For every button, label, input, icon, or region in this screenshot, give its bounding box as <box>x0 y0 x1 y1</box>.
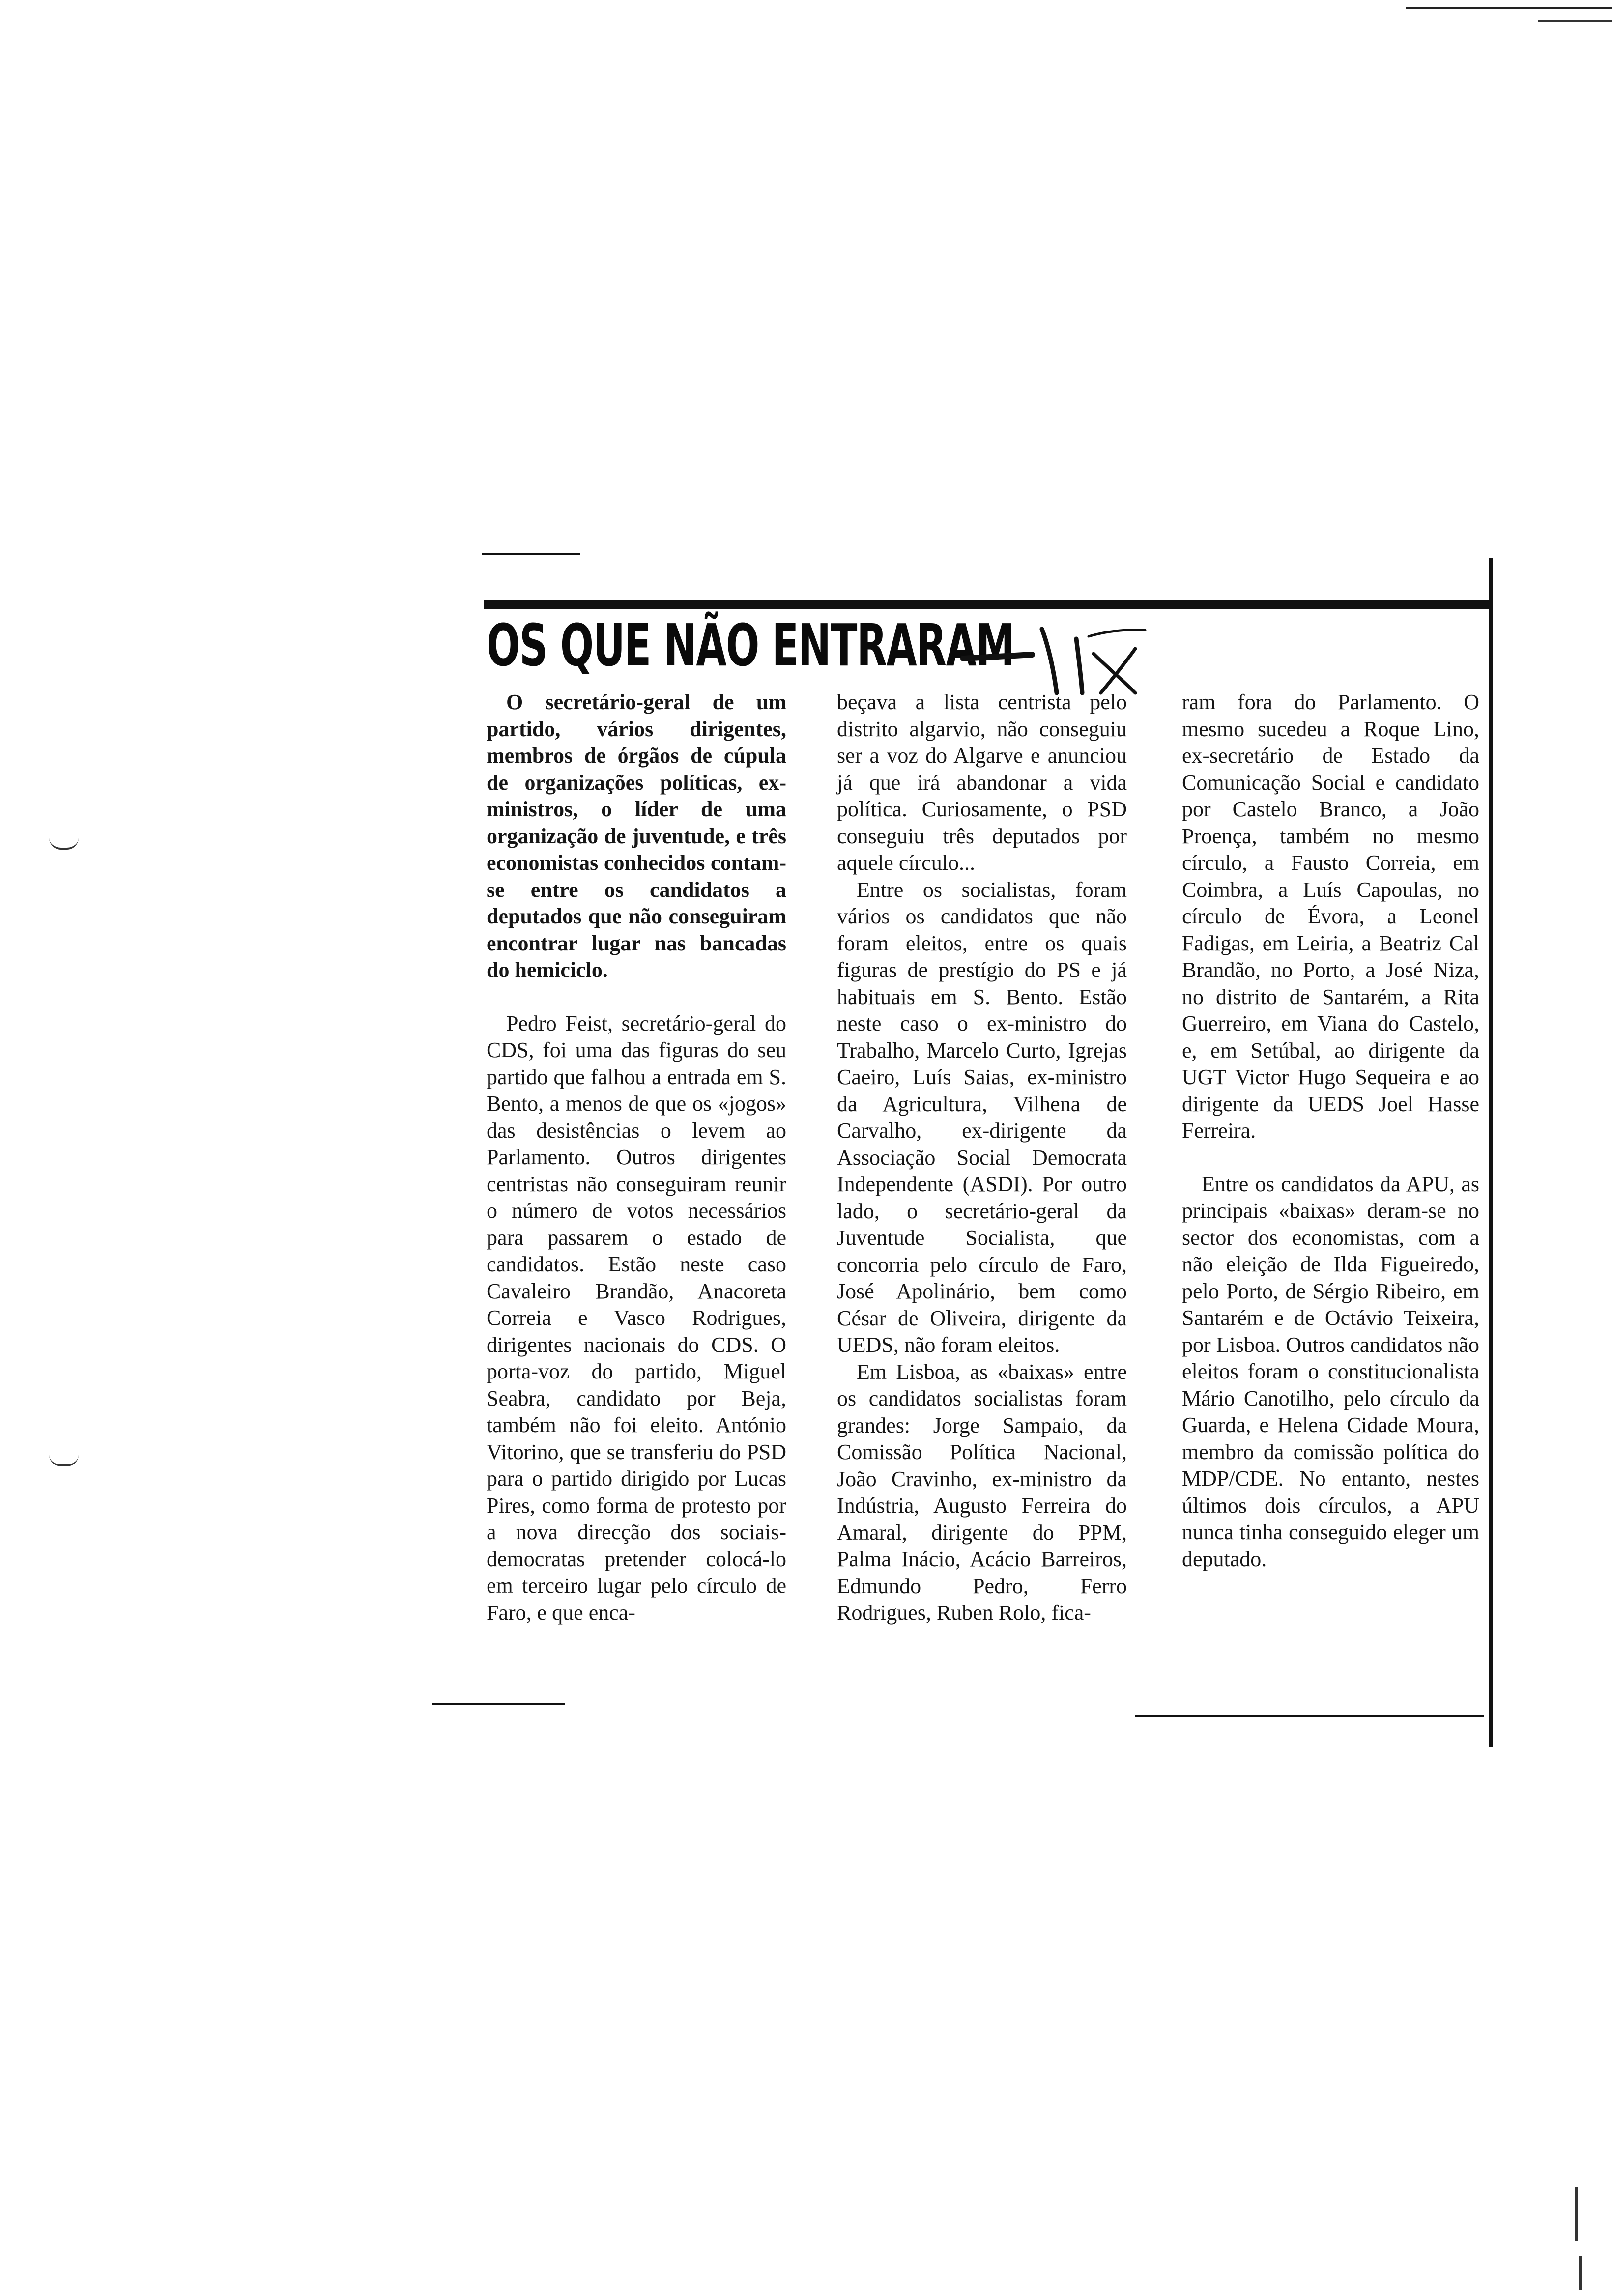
clipping-right-border <box>1489 558 1493 1747</box>
scan-edge-mark <box>1579 2256 1582 2290</box>
top-rule <box>482 553 580 555</box>
scan-edge-mark <box>1575 2187 1578 2241</box>
body-paragraph: Em Lisboa, as «baixas» entre os candidatos socialistas foram grandes: Jorge Sampaio, da Comissão Política Nacional, João Cravinho, ex-ministro da Indústria, Augusto Ferreira do Amaral, dirigente do PPM, Palma Inácio, Acácio Barreiros, Edmundo Pedro, Ferro Rodrigues, Ruben Rolo, fica- <box>837 1359 1127 1625</box>
article-column-1 <box>487 689 786 1626</box>
handwritten-annotation <box>958 619 1165 698</box>
column-end-rule <box>1135 1715 1484 1717</box>
body-paragraph: Entre os candidatos da APU, as principais «baixas» deram-se no sector dos economistas, com a não eleição de Ilda Figueiredo, pelo Porto, de Sérgio Ribeiro, em Santarém e de Octávio Teixeira, por Lisboa. Outros candidatos não eleitos foram o constitucionalista Mário Canotilho, pelo círculo da Guarda, e Helena Cidade Moura, membro da comissão política do MDP/CDE. No entanto, nestes últimos dois círculos, a APU nunca tinha conseguido eleger um deputado. <box>1182 1172 1479 1571</box>
scan-artifact-line <box>1406 7 1612 9</box>
article-column-2 <box>837 689 1127 1627</box>
article-headline: OS QUE NÃO ENTRARAM <box>487 611 1014 679</box>
body-paragraph: ram fora do Parlamento. O mesmo sucedeu a Roque Lino, ex-secretário de Estado da Comunicação Social e candidato por Castelo Branco, a João Proença, também no mesmo círculo, a Fausto Correia, em Coimbra, a Luís Capoulas, no círculo de Évora, a Leonel Fadigas, em Leiria, a Beatriz Cal Brandão, no Porto, a José Niza, no distrito de Santarém, a Rita Guerreiro, em Viana do Castelo, e, em Setúbal, ao dirigente da UGT Victor Hugo Sequeira e ao dirigente da UEDS Joel Hasse Ferreira. <box>1182 690 1479 1143</box>
margin-mark <box>49 1455 79 1466</box>
body-paragraph: Entre os socialistas, foram vários os candidatos que não foram eleitos, entre os quais figuras de prestígio do PS e já habituais em S. Bento. Estão neste caso o ex-ministro do Trabalho, Marcelo Curto, Igrejas Caeiro, Luís Saias, ex-ministro da Agricultura, Vilhena de Carvalho, ex-dirigente da Associação Social Democrata Independente (ASDI). Por outro lado, o secretário-geral da Juventude Socialista, que concorria pelo círculo de Faro, José Apolinário, bem como César de Oliveira, dirigente da UEDS, não foram eleitos. <box>837 877 1127 1357</box>
article-column-3 <box>1182 689 1479 1573</box>
headline-rule <box>484 600 1492 609</box>
newspaper-clipping <box>477 545 1499 1764</box>
margin-mark <box>49 838 79 850</box>
scan-artifact-line <box>1538 20 1612 22</box>
column-end-rule <box>432 1703 565 1705</box>
lead-paragraph: O secretário-geral de um partido, vários dirigentes, membros de órgãos de cúpula de organizações políticas, ex-ministros, o líder de uma organização de juventude, e três economistas conhecidos contam-se entre os candidatos a deputados que não conseguiram encontrar lugar nas bancadas do hemiciclo. <box>487 690 786 982</box>
body-paragraph: beçava a lista centrista pelo distrito algarvio, não conseguiu ser a voz do Algarve e anunciou já que irá abandonar a vida política. Curiosamente, o PSD conseguiu três deputados por aquele círculo... <box>837 690 1127 875</box>
body-paragraph: Pedro Feist, secretário-geral do CDS, foi uma das figuras do seu partido que falhou a entrada em S. Bento, a menos de que os «jogos» das desistências o levem ao Parlamento. Outros dirigentes centristas não conseguiram reunir o número de votos necessários para passarem o estado de candidatos. Estão neste caso Cavaleiro Brandão, Anacoreta Correia e Vasco Rodrigues, dirigentes nacionais do CDS. O porta-voz do partido, Miguel Seabra, candidato por Beja, também não foi eleito. António Vitorino, que se transferiu do PSD para o partido dirigido por Lucas Pires, como forma de protesto por a nova direcção dos sociais-democratas pretender colocá-lo em terceiro lugar pelo círculo de Faro, e que enca- <box>487 1011 786 1625</box>
